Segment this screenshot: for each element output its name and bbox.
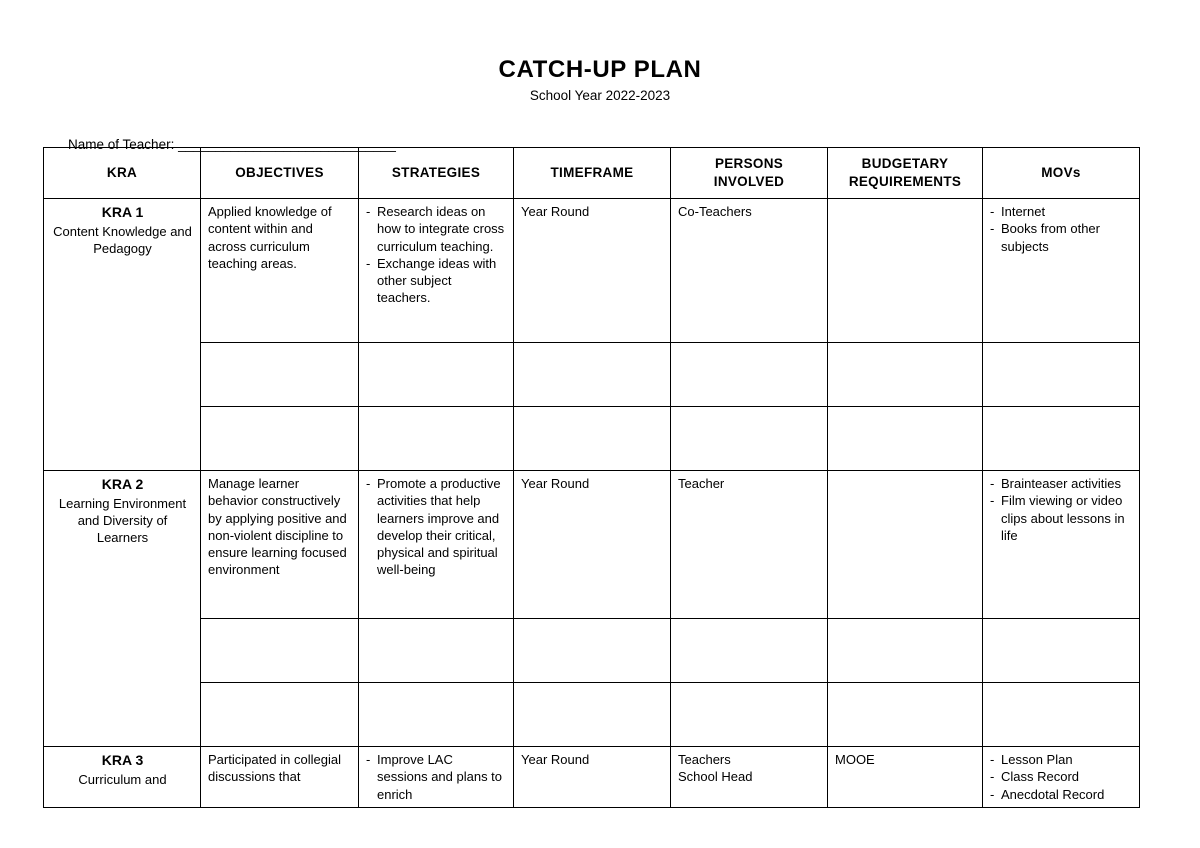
movs-cell-1-blank-b[interactable]	[983, 407, 1140, 471]
column-header-timeframe: TIMEFRAME	[514, 148, 671, 199]
objectives-cell-1-blank-b[interactable]	[201, 407, 359, 471]
persons-involved-line-b: School Head	[678, 769, 753, 785]
budgetary-cell-1	[828, 199, 983, 343]
strategies-cell-1-blank-a[interactable]	[359, 343, 514, 407]
column-header-strategies: STRATEGIES	[359, 148, 514, 199]
page-subtitle: School Year 2022-2023	[529, 88, 671, 103]
objectives-cell-2-blank-a[interactable]	[201, 619, 359, 683]
movs-cell-1-blank-a[interactable]	[983, 343, 1140, 407]
budgetary-cell-1-blank-a[interactable]	[828, 343, 983, 407]
table-row-blank	[44, 407, 1140, 471]
budgetary-cell-2	[828, 471, 983, 619]
persons-involved-cell-1-blank-b[interactable]	[671, 407, 828, 471]
budgetary-line-2: REQUIREMENTS	[848, 174, 962, 189]
table-row	[44, 471, 1140, 619]
list-item: - Anecdotal Record	[990, 786, 1133, 803]
objectives-cell-2-blank-b[interactable]	[201, 683, 359, 747]
table-row	[44, 747, 1140, 808]
kra-subtitle-2: Learning Environment and Diversity of Learners	[58, 495, 187, 545]
objectives-cell-1: Applied knowledge of content within and across curriculum teaching areas.	[201, 199, 359, 343]
budgetary-cell-2-blank-a[interactable]	[828, 619, 983, 683]
timeframe-cell-2-blank-a[interactable]	[514, 619, 671, 683]
objectives-cell-1-blank-a[interactable]	[201, 343, 359, 407]
list-item: - Class Record	[990, 768, 1133, 785]
movs-cell-2-blank-a[interactable]	[983, 619, 1140, 683]
strategies-cell-3	[359, 747, 514, 808]
strategies-list-3	[366, 751, 507, 803]
table-row-blank	[44, 683, 1140, 747]
budgetary-cell-3: MOOE	[828, 747, 983, 808]
budgetary-cell-1-blank-b[interactable]	[828, 407, 983, 471]
budgetary-cell-2-blank-b[interactable]	[828, 683, 983, 747]
list-item: - Books from other subjects	[990, 220, 1133, 255]
list-item: - Film viewing or video clips about lessons in life	[990, 492, 1133, 544]
movs-list-3	[990, 751, 1133, 803]
list-item: - Lesson Plan	[990, 751, 1133, 768]
persons-involved-cell-2-blank-b[interactable]	[671, 683, 828, 747]
objectives-cell-3: Participated in collegial discussions that	[201, 747, 359, 808]
timeframe-cell-2: Year Round	[514, 471, 671, 619]
strategies-cell-1	[359, 199, 514, 343]
movs-list-1	[990, 203, 1133, 255]
strategies-list-2	[366, 475, 507, 579]
movs-list-2	[990, 475, 1133, 544]
strategies-cell-2	[359, 471, 514, 619]
timeframe-cell-1-blank-b[interactable]	[514, 407, 671, 471]
list-item: - Internet	[990, 203, 1133, 220]
kra-title-1: KRA 1	[101, 204, 144, 220]
timeframe-cell-1-blank-a[interactable]	[514, 343, 671, 407]
column-header-movs: MOVs	[983, 148, 1140, 199]
timeframe-cell-1: Year Round	[514, 199, 671, 343]
column-header-kra: KRA	[44, 148, 201, 199]
strategies-cell-2-blank-b[interactable]	[359, 683, 514, 747]
movs-cell-2-blank-b[interactable]	[983, 683, 1140, 747]
kra-title-2: KRA 2	[101, 476, 144, 492]
teacher-name-label: Name of Teacher:	[68, 137, 175, 152]
movs-cell-3	[983, 747, 1140, 808]
movs-cell-1	[983, 199, 1140, 343]
list-item: - Brainteaser activities	[990, 475, 1133, 492]
teacher-name-blank-field[interactable]: _____________________________	[178, 137, 396, 152]
column-header-persons-involved	[671, 148, 828, 199]
strategies-cell-2-blank-a[interactable]	[359, 619, 514, 683]
catch-up-plan-table	[43, 147, 1140, 808]
list-item: - Improve LAC sessions and plans to enrich	[366, 751, 507, 803]
persons-involved-cell-2: Teacher	[671, 471, 828, 619]
persons-involved-line-a: Teachers	[678, 752, 731, 767]
table-row	[44, 199, 1140, 343]
timeframe-cell-2-blank-b[interactable]	[514, 683, 671, 747]
list-item: - Exchange ideas with other subject teachers.	[366, 255, 507, 307]
column-header-objectives: OBJECTIVES	[201, 148, 359, 199]
column-header-budgetary-requirements	[828, 148, 983, 199]
kra-subtitle-3: Curriculum and	[78, 771, 167, 787]
persons-involved-line-1: PERSONS	[714, 156, 784, 172]
persons-involved-cell-2-blank-a[interactable]	[671, 619, 828, 683]
table-row-blank	[44, 619, 1140, 683]
strategies-list-1	[366, 203, 507, 307]
strategies-cell-1-blank-b[interactable]	[359, 407, 514, 471]
kra-title-3: KRA 3	[101, 752, 144, 768]
movs-cell-2	[983, 471, 1140, 619]
page-title: CATCH-UP PLAN	[498, 56, 702, 83]
persons-involved-line-2: INVOLVED	[713, 174, 785, 189]
objectives-cell-2: Manage learner behavior constructively by applying positive and non-violent discipline to ensure learning focused environment	[201, 471, 359, 619]
kra-cell-1	[44, 199, 201, 471]
persons-involved-cell-1-blank-a[interactable]	[671, 343, 828, 407]
table-row-blank	[44, 343, 1140, 407]
persons-involved-cell-1: Co-Teachers	[671, 199, 828, 343]
list-item: - Promote a productive activities that help learners improve and develop their critical, physical and spiritual well-being	[366, 475, 507, 579]
timeframe-cell-3: Year Round	[514, 747, 671, 808]
budgetary-line-1: BUDGETARY	[861, 156, 949, 172]
list-item: - Research ideas on how to integrate cross curriculum teaching.	[366, 203, 507, 255]
kra-cell-3	[44, 747, 201, 808]
kra-cell-2	[44, 471, 201, 747]
kra-subtitle-1: Content Knowledge and Pedagogy	[53, 223, 192, 256]
persons-involved-cell-3	[671, 747, 828, 808]
table-header-row	[44, 148, 1140, 199]
